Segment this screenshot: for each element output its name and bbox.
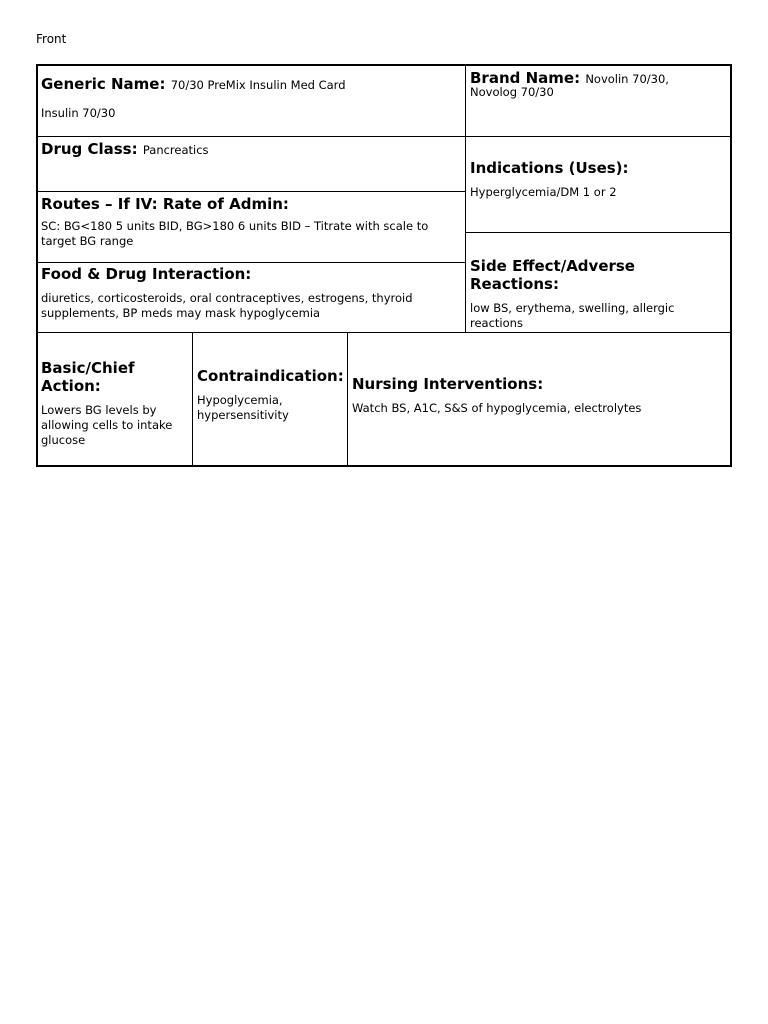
contraindication-cell	[194, 364, 346, 464]
divider-upper-lower	[38, 332, 732, 333]
nursing-cell	[349, 372, 732, 464]
action-heading: Basic/Chief Action:	[41, 359, 135, 395]
drug-class-heading: Drug Class:	[41, 140, 138, 158]
brand-name-cell	[467, 66, 732, 136]
page-label: Front	[36, 32, 67, 46]
brand-name-heading: Brand Name:	[470, 69, 581, 87]
action-value: Lowers BG levels by allowing cells to intake glucose	[41, 403, 173, 447]
divider-lower-1	[192, 332, 193, 467]
drug-class-value: Pancreatics	[142, 143, 209, 157]
generic-name-heading: Generic Name:	[41, 75, 166, 93]
divider-brand-bottom	[465, 136, 732, 137]
indications-value: Hyperglycemia/DM 1 or 2	[470, 185, 617, 199]
food-drug-cell	[38, 262, 465, 332]
action-cell	[38, 356, 192, 466]
nursing-value: Watch BS, A1C, S&S of hypoglycemia, electrolytes	[352, 401, 642, 415]
generic-name-cell	[38, 72, 465, 136]
contraindication-value: Hypoglycemia, hypersensitivity	[197, 393, 289, 422]
side-effects-cell	[467, 254, 732, 332]
generic-name-row	[41, 75, 462, 94]
indications-heading: Indications (Uses):	[470, 159, 629, 177]
drug-class-cell	[38, 137, 465, 191]
divider-lower-2	[347, 332, 348, 467]
routes-cell	[38, 192, 465, 262]
food-drug-heading: Food & Drug Interaction:	[41, 265, 252, 283]
divider-indications-bottom	[465, 232, 732, 233]
side-effects-value: low BS, erythema, swelling, allergic reactions	[470, 301, 675, 330]
routes-value: SC: BG<180 5 units BID, BG>180 6 units BID – Titrate with scale to target BG range	[41, 219, 429, 248]
generic-name-value: 70/30 PreMix Insulin Med Card	[170, 78, 346, 92]
drug-class-row	[41, 140, 462, 159]
med-card	[36, 64, 732, 467]
brand-name-value-1: Novolin 70/30,	[585, 72, 669, 86]
contraindication-heading: Contraindication:	[197, 367, 344, 385]
nursing-heading: Nursing Interventions:	[352, 375, 544, 393]
food-drug-value: diuretics, corticosteroids, oral contraceptives, estrogens, thyroid supplements, BP meds may mask hypoglycemia	[41, 291, 413, 320]
generic-name-detail: Insulin 70/30	[41, 106, 116, 120]
divider-upper-vertical	[465, 66, 466, 332]
indications-cell	[467, 156, 732, 232]
brand-name-value-2: Novolog 70/30	[470, 85, 554, 99]
side-effects-heading: Side Effect/Adverse Reactions:	[470, 257, 635, 293]
routes-heading: Routes – If IV: Rate of Admin:	[41, 195, 289, 213]
